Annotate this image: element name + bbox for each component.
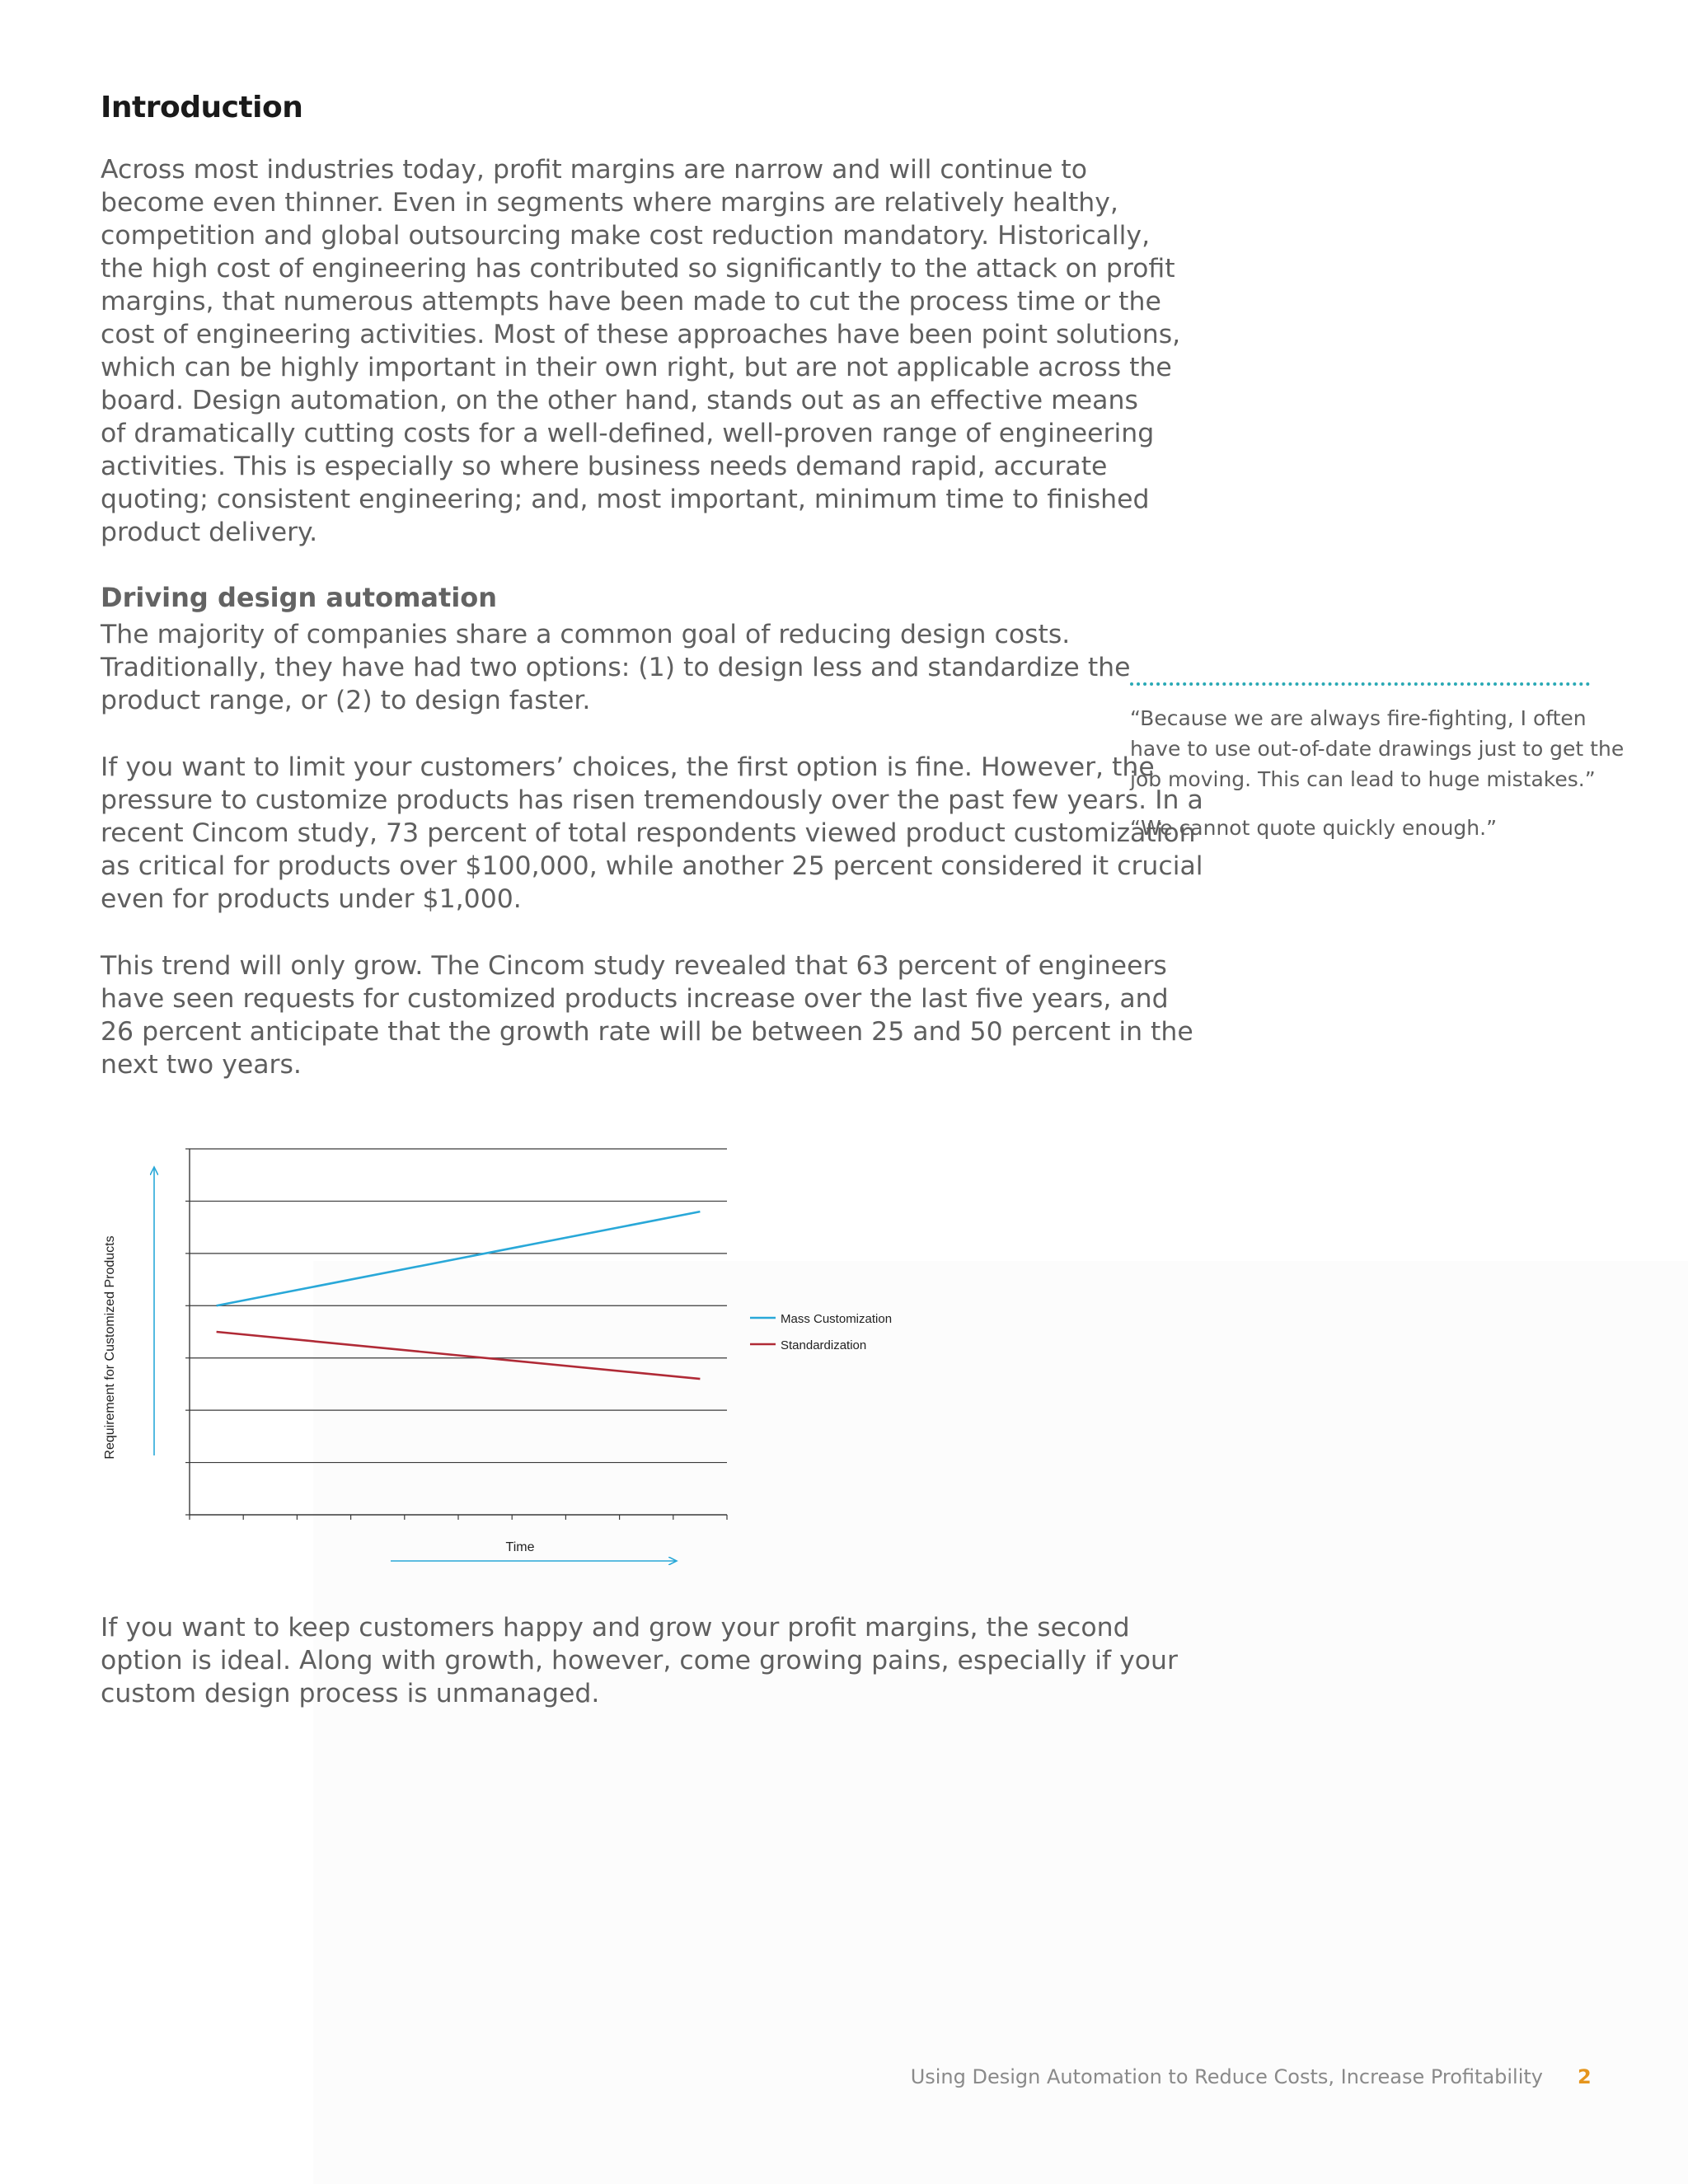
text-line: If you want to limit your customers’ choices, the first option is fine. However, the bbox=[101, 752, 1155, 782]
text-line: activities. This is especially so where business needs demand rapid, accurate bbox=[101, 452, 1108, 481]
text-line: Traditionally, they have had two options: (1) to design less and standardize the bbox=[101, 653, 1131, 682]
quote-line: “Because we are always fire-fighting, I often bbox=[1130, 706, 1587, 730]
text-line: have seen requests for customized products increase over the last five years, and bbox=[101, 984, 1169, 1014]
text-line: product range, or (2) to design faster. bbox=[101, 686, 591, 715]
driving-design-automation-heading: Driving design automation bbox=[101, 582, 498, 613]
text-line: competition and global outsourcing make cost reduction mandatory. Historically, bbox=[101, 221, 1151, 251]
quote-line: “We cannot quote quickly enough.” bbox=[1130, 816, 1498, 840]
footer-document-title: Using Design Automation to Reduce Costs, Increase Profitability bbox=[910, 2065, 1543, 2088]
chart-y-axis-label: Requirement for Customized Products bbox=[103, 1235, 117, 1460]
text-line: even for products under $1,000. bbox=[101, 884, 522, 914]
text-line: This trend will only grow. The Cincom study revealed that 63 percent of engineers bbox=[101, 951, 1167, 981]
series-line-standardization bbox=[217, 1332, 701, 1379]
series-line-mass-customization bbox=[217, 1212, 701, 1305]
text-line: pressure to customize products has risen tremendously over the past few years. In a bbox=[101, 785, 1203, 815]
page-number: 2 bbox=[1578, 2065, 1592, 2088]
text-line: recent Cincom study, 73 percent of total respondents viewed product customization bbox=[101, 818, 1196, 848]
text-line: become even thinner. Even in segments where margins are relatively healthy, bbox=[101, 188, 1118, 218]
text-line: as critical for products over $100,000, while another 25 percent considered it crucial bbox=[101, 851, 1203, 881]
quote-line: have to use out-of-date drawings just to get the bbox=[1130, 737, 1625, 761]
text-line: 26 percent anticipate that the growth rate will be between 25 and 50 percent in the bbox=[101, 1017, 1193, 1047]
text-line: margins, that numerous attempts have been made to cut the process time or the bbox=[101, 287, 1161, 316]
text-line: product delivery. bbox=[101, 518, 318, 547]
text-line: the high cost of engineering has contributed so significantly to the attack on profit bbox=[101, 254, 1175, 284]
text-line: next two years. bbox=[101, 1050, 302, 1080]
text-line: If you want to keep customers happy and grow your profit margins, the second bbox=[101, 1613, 1130, 1643]
legend-label: Standardization bbox=[781, 1338, 867, 1352]
text-line: board. Design automation, on the other hand, stands out as an effective means bbox=[101, 386, 1138, 415]
quote-line: job moving. This can lead to huge mistakes.” bbox=[1130, 767, 1596, 791]
legend-label: Mass Customization bbox=[781, 1312, 893, 1326]
chart-x-axis-label: Time bbox=[505, 1540, 535, 1554]
text-line: cost of engineering activities. Most of these approaches have been point solutions, bbox=[101, 320, 1181, 349]
text-line: custom design process is unmanaged. bbox=[101, 1679, 600, 1708]
text-line: which can be highly important in their own right, but are not applicable across the bbox=[101, 353, 1172, 382]
text-line: of dramatically cutting costs for a well-defined, well-proven range of engineering bbox=[101, 419, 1155, 448]
text-line: option is ideal. Along with growth, however, come growing pains, especially if your bbox=[101, 1646, 1178, 1675]
text-line: Across most industries today, profit margins are narrow and will continue to bbox=[101, 155, 1088, 185]
text-line: The majority of companies share a common goal of reducing design costs. bbox=[101, 620, 1071, 649]
text-line: quoting; consistent engineering; and, most important, minimum time to finished bbox=[101, 485, 1150, 514]
introduction-heading: Introduction bbox=[101, 91, 303, 124]
